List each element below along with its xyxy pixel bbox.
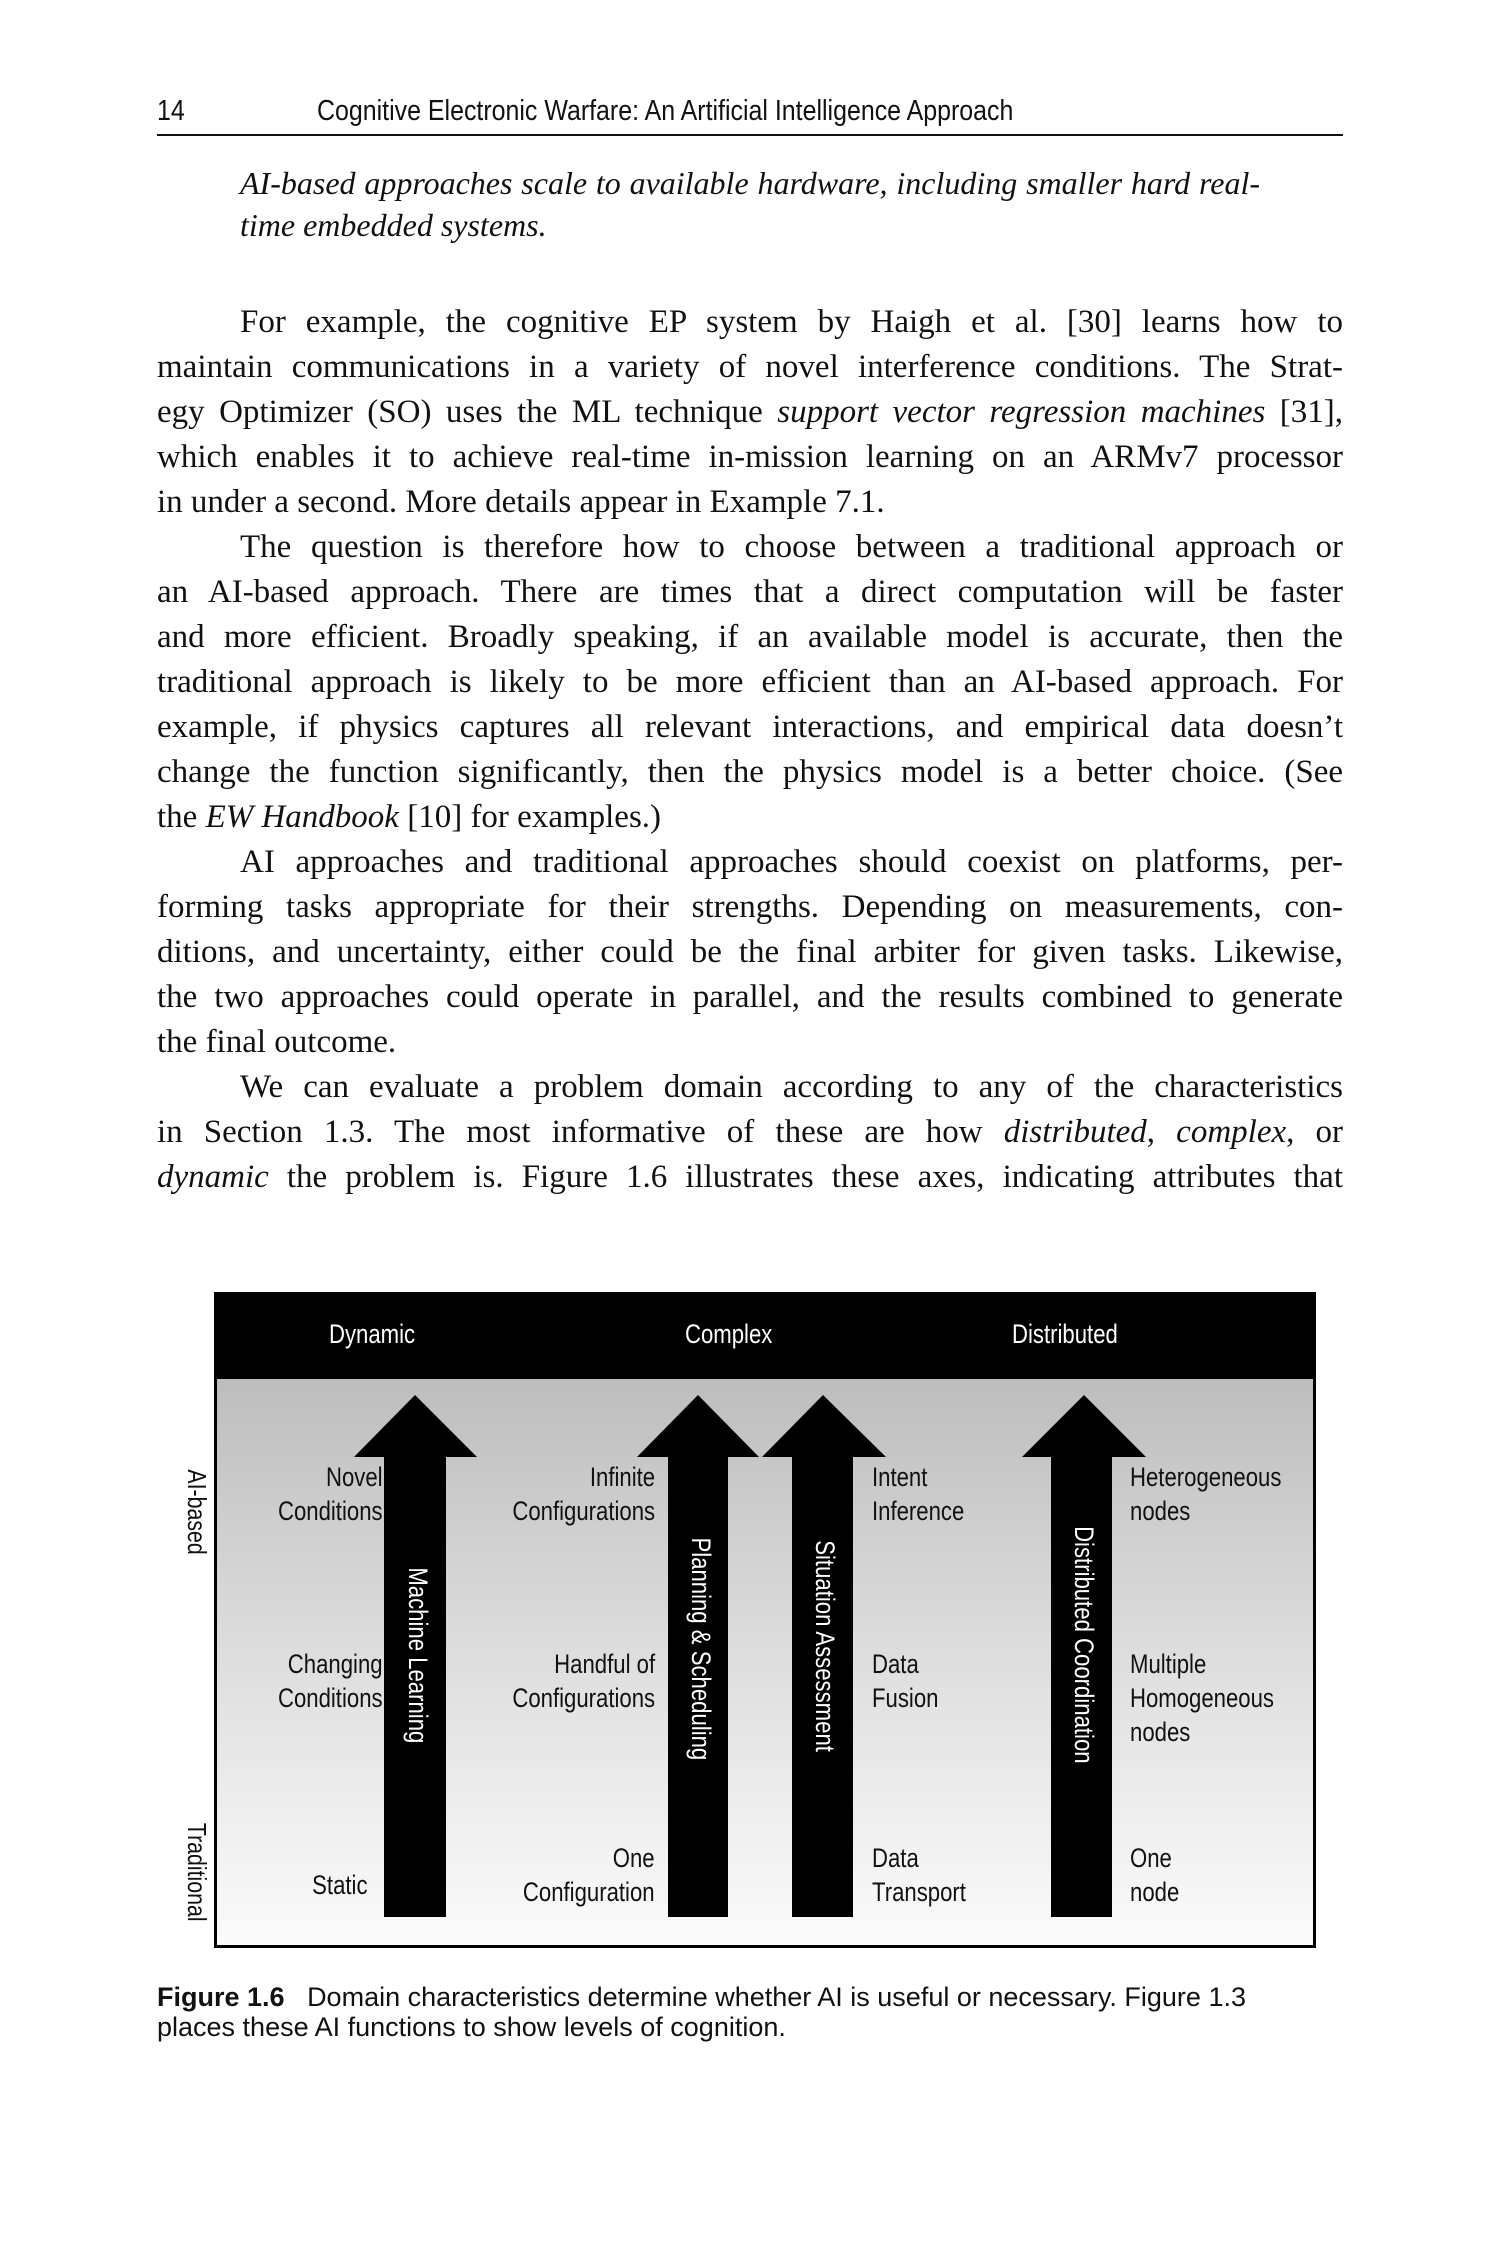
paragraph-1-line-2: maintain communications in a variety of novel interference conditions. The Strat- xyxy=(157,349,1343,385)
paragraph-3-line-3: ditions, and uncertainty, either could be the final arbiter for given tasks. Likewise, xyxy=(157,934,1343,970)
axis-label-ai-based: AI-based xyxy=(182,1469,212,1555)
text: in Section 1.3. The most informative of these are how xyxy=(157,1114,983,1150)
emphasis-dynamic: dynamic xyxy=(157,1159,269,1195)
label-heterogeneous-nodes: Heterogeneous nodes xyxy=(1130,1462,1282,1526)
header-label-distributed: Distributed xyxy=(1012,1319,1118,1349)
paragraph-2-line-3: and more efficient. Broadly speaking, if an available model is accurate, then the xyxy=(157,619,1343,655)
header-label-dynamic: Dynamic xyxy=(329,1319,416,1349)
emphasis-svr: support vector regression machines xyxy=(777,394,1266,430)
paragraph-3-line-5: the final outcome. xyxy=(157,1024,397,1060)
axis-label-traditional: Traditional xyxy=(182,1822,212,1922)
figure-caption-line-2: places these AI functions to show levels of cognition. xyxy=(157,2012,786,2042)
figure-caption-label: Figure 1.6 xyxy=(157,1982,285,2012)
paragraph-3-line-2: forming tasks appropriate for their strengths. Depending on measurements, con- xyxy=(157,889,1343,925)
paragraph-1-line-5: in under a second. More details appear in Example 7.1. xyxy=(157,484,885,520)
paragraph-2-line-5: example, if physics captures all relevant interactions, and empirical data doesn’t xyxy=(157,709,1343,745)
label-multiple-homogeneous-nodes: Multiple Homogeneous nodes xyxy=(1130,1649,1275,1747)
label-data-transport: Data Transport xyxy=(872,1843,966,1907)
label-static: Static xyxy=(312,1870,368,1900)
text: egy Optimizer (SO) uses the ML technique xyxy=(157,394,763,430)
label-changing-conditions: Changing Conditions xyxy=(278,1649,383,1713)
figure-caption-text: Domain characteristics determine whether AI is useful or necessary. Figure 1.3 xyxy=(307,1982,1246,2012)
citation-31: [31], xyxy=(1279,394,1343,430)
text: the xyxy=(157,799,198,835)
emphasis-distributed: distributed xyxy=(1003,1114,1147,1150)
text: the problem is. Figure 1.6 illustrates these axes, indicating attributes that xyxy=(286,1159,1343,1195)
text: , or xyxy=(1286,1114,1343,1150)
comma: , xyxy=(1146,1114,1156,1150)
paragraph-2-line-4: traditional approach is likely to be more efficient than an AI-based approach. For xyxy=(157,664,1343,700)
arrow-label-planning-scheduling: Planning & Scheduling xyxy=(686,1537,716,1761)
paragraph-2-line-6: change the function significantly, then the physics model is a better choice. (See xyxy=(157,754,1343,790)
arrow-label-situation-assessment: Situation Assessment xyxy=(810,1540,840,1752)
quote-line-1: AI-based approaches scale to available hardware, including smaller hard real- xyxy=(240,165,1260,201)
figure-1-6 xyxy=(214,1292,1316,1948)
paragraph-3-line-4: the two approaches could operate in parallel, and the results combined to generate xyxy=(157,979,1343,1015)
text: [10] for examples.) xyxy=(407,799,662,835)
emphasis-ew-handbook: EW Handbook xyxy=(205,799,399,835)
label-data-fusion: Data Fusion xyxy=(872,1649,939,1713)
page-number: 14 xyxy=(157,95,185,127)
label-one-configuration: One Configuration xyxy=(523,1843,655,1907)
quote-line-2: time embedded systems. xyxy=(240,207,547,243)
paragraph-2-line-2: an AI-based approach. There are times that a direct computation will be faster xyxy=(157,574,1343,610)
paragraph-1-line-1: For example, the cognitive EP system by Haigh et al. [30] learns how to xyxy=(240,304,1343,340)
header-rule xyxy=(157,134,1343,136)
paragraph-4-line-2 xyxy=(157,1110,1343,1155)
paragraph-3-line-1: AI approaches and traditional approaches should coexist on platforms, per- xyxy=(240,844,1343,880)
label-intent-inference: Intent Inference xyxy=(872,1462,965,1526)
paragraph-4-line-1: We can evaluate a problem domain according to any of the characteristics xyxy=(240,1069,1343,1105)
paragraph-2-line-7 xyxy=(157,795,1343,840)
paragraph-4-line-3 xyxy=(157,1155,1343,1200)
paragraph-1-line-3 xyxy=(157,390,1343,435)
paragraph-1-line-4: which enables it to achieve real-time in-mission learning on an ARMv7 processor xyxy=(157,439,1343,475)
header-label-complex: Complex xyxy=(685,1319,773,1349)
label-infinite-configurations: Infinite Configurations xyxy=(512,1462,655,1526)
arrow-label-machine-learning: Machine Learning xyxy=(403,1567,433,1744)
label-handful-of-configurations: Handful of Configurations xyxy=(512,1649,655,1713)
figure-caption-line-1 xyxy=(157,1982,1343,2012)
arrow-label-distributed-coordination: Distributed Coordination xyxy=(1069,1526,1099,1764)
emphasis-complex: complex xyxy=(1176,1114,1287,1150)
label-novel-conditions: Novel Conditions xyxy=(278,1462,383,1526)
label-one-node: One node xyxy=(1130,1843,1180,1907)
paragraph-2-line-1: The question is therefore how to choose between a traditional approach or xyxy=(240,529,1343,565)
running-title: Cognitive Electronic Warfare: An Artificial Intelligence Approach xyxy=(317,95,1014,127)
